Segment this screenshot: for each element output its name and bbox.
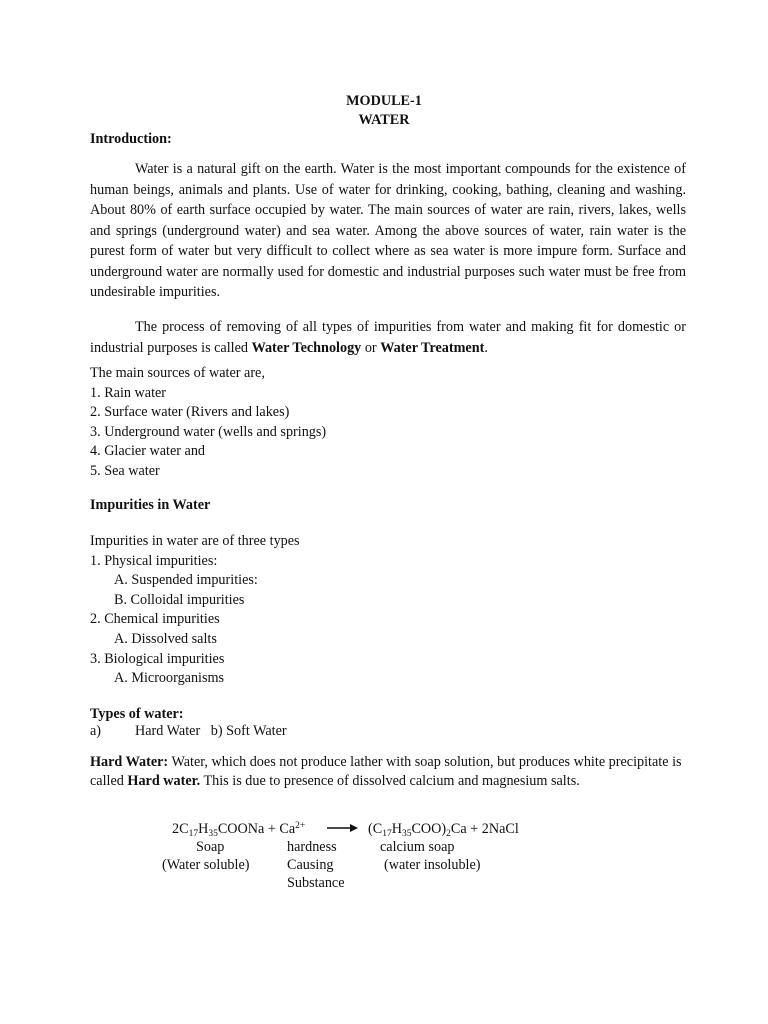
product-text: COO) xyxy=(411,821,447,837)
paragraph-2-text: The process of removing of all types of impurities from water and making fit for domestic or industrial purposes is called xyxy=(90,319,686,356)
subscript: 35 xyxy=(401,829,412,839)
list-item: 2. Chemical impurities xyxy=(90,611,220,628)
product-text: H xyxy=(391,821,402,837)
list-item: 5. Sea water xyxy=(90,462,160,479)
product-text: (C xyxy=(368,821,383,837)
impurities-list xyxy=(90,532,300,689)
label-calcium-soap: calcium soap xyxy=(380,839,455,855)
term-water-treatment: Water Treatment xyxy=(380,339,485,356)
subscript: 2 xyxy=(446,829,451,839)
sources-intro: The main sources of water are, xyxy=(90,365,265,381)
list-item: A. Microorganisms xyxy=(114,670,225,687)
list-item: A. Dissolved salts xyxy=(114,630,217,647)
label-water-soluble: (Water soluble) xyxy=(162,857,250,873)
term-hard-water: Hard Water: xyxy=(90,754,169,770)
hard-water-text-2: This is due to presence of dissolved calcium and magnesium salts. xyxy=(200,772,580,789)
types-items: Hard Water b) Soft Water xyxy=(135,723,287,739)
label-causing: Causing xyxy=(287,857,334,873)
label-substance: Substance xyxy=(287,875,345,891)
introduction-paragraph-2 xyxy=(90,317,686,358)
reactant-text: 2C xyxy=(172,821,189,837)
subscript: 17 xyxy=(188,829,199,839)
label-soap: Soap xyxy=(196,839,225,855)
sources-list xyxy=(90,364,326,482)
label-hardness: hardness xyxy=(287,839,337,855)
list-item: A. Suspended impurities: xyxy=(114,572,258,589)
list-item: 3. Biological impurities xyxy=(90,650,225,667)
reactant-text: COONa + Ca xyxy=(217,821,296,837)
hard-water-text-1: Water, which does not produce lather with soap solution, but produces white precipitate is called xyxy=(90,754,682,789)
introduction-heading: Introduction: xyxy=(90,131,172,147)
list-item: 2. Surface water (Rivers and lakes) xyxy=(90,404,290,421)
paragraph-2-end: . xyxy=(484,339,488,356)
reactant-text: H xyxy=(198,821,209,837)
superscript: 2+ xyxy=(295,821,306,831)
impurities-intro: Impurities in water are of three types xyxy=(90,533,300,549)
reaction-reactants xyxy=(172,821,305,838)
list-item: 3. Underground water (wells and springs) xyxy=(90,423,327,440)
types-heading: Types of water: xyxy=(90,706,184,722)
product-text: Ca + 2NaCl xyxy=(450,821,519,837)
subscript: 35 xyxy=(208,829,218,839)
subscript: 17 xyxy=(382,829,392,839)
hard-water-paragraph xyxy=(90,753,690,790)
types-label: a) xyxy=(90,723,102,739)
page-title: WATER xyxy=(358,112,410,128)
list-item: B. Colloidal impurities xyxy=(114,591,245,608)
paragraph-2-or: or xyxy=(361,339,381,356)
list-item: 4. Glacier water and xyxy=(90,443,206,460)
list-item: 1. Physical impurities: xyxy=(90,552,218,569)
module-label: MODULE-1 xyxy=(346,93,422,109)
reaction-arrow-icon xyxy=(327,822,359,834)
term-water-technology: Water Technology xyxy=(251,339,362,356)
reaction-products xyxy=(368,821,519,838)
introduction-paragraph-1: Water is a natural gift on the earth. Water is the most important compounds for the existence of human beings, animals and plants. Use of water for drinking, cooking, bathing, cleaning and washing. About 80% of earth surface occupied by water. The main sources of water are rain, rivers, lakes, wells and springs (underground water) and sea water. Among the above sources of water, rain water is the purest form of water but very difficult to collect where as sea water is more impure form. Surface and underground water are normally used for domestic and industrial purposes such water must be free from undesirable impurities. xyxy=(90,161,686,300)
term-hard-water-2: Hard water. xyxy=(127,772,201,789)
list-item: 1. Rain water xyxy=(90,384,167,401)
label-water-insoluble: (water insoluble) xyxy=(384,857,481,873)
impurities-heading: Impurities in Water xyxy=(90,497,211,513)
